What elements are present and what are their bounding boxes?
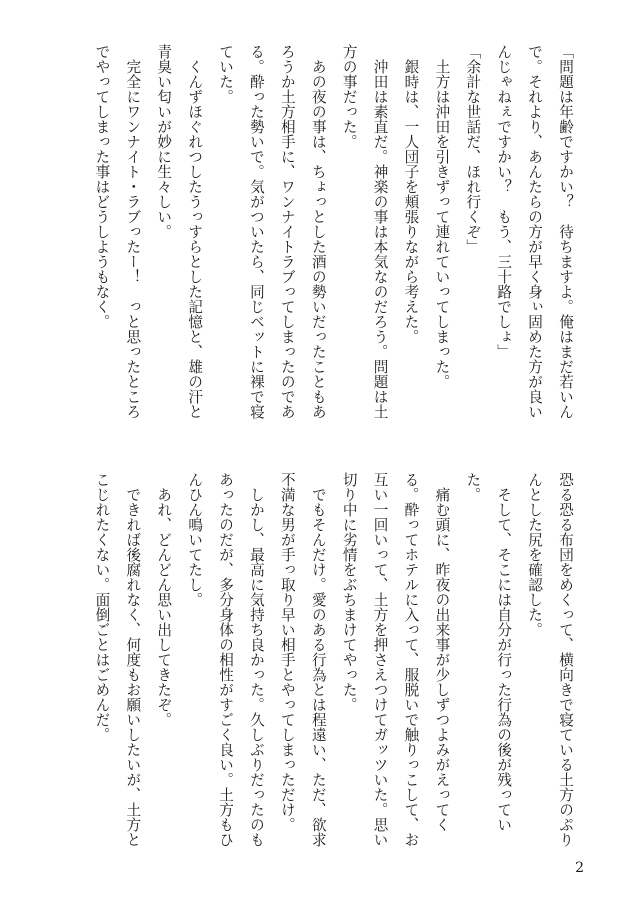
paragraph: あの夜の事は、ちょっとした酒の勢いだったこともあろうか土方相手に、ワンナイトラブってしまったのである。酔った勢いで。気がついたら、同じベットに裸で寝ていた。	[217, 44, 327, 419]
paragraph: 痛む頭に、昨夜の出来事が少しずつよみがえってくる。酔ってホテルに入って、服脱いで触りっこして、お互い一回いって、土方を押さえつけてガッツいた。思い切り中に劣情をぶちまけてやった。	[340, 472, 451, 847]
paragraph: 銀時は、一人団子を頬張りながら考えた。	[402, 58, 420, 344]
paragraph: できれば後腐れなく、何度もお願いしたいが、土方とこじれたくない。面倒ごとはごめんだ。	[93, 472, 142, 847]
paragraph: くんずほぐれつしたうっすらとした記憶と、雄の汗と青臭い匂いが妙に生々しい。	[155, 44, 204, 419]
paragraph: そして、そこには自分が行った行為の後が残っていた。	[464, 472, 513, 832]
paragraph: 沖田は素直だ。神楽の事は本気なのだろう。問題は土方の事だった。	[340, 44, 389, 419]
paragraph: 完全にワンナイト・ラブったー！ っと思ったところでやってしまった事はどうしようもなく。	[93, 44, 142, 419]
paragraph: あれ、どんどん思い出してきたぞ。	[155, 486, 173, 727]
bottom-text-tier	[86, 472, 580, 850]
paragraph: 土方は沖田を引きずって連れていってしまった。	[433, 58, 451, 389]
top-text-tier	[86, 44, 580, 422]
paragraph: 「余計な世話だ、ほれ行くぞ」	[464, 44, 482, 254]
paragraph: でもそんだけ。愛のある行為とは程遠い、ただ、欲求不満な男が手っ取り早い相手とやってしまっただけ。	[278, 472, 327, 847]
paragraph: 「問題は年齢ですかい？ 待ちますよ。俺はまだ若いんで。それより、あんたらの方が早く身ぃ固めた方が良いんじゃねぇですかい？ もう、三十路でしょ」	[495, 44, 574, 419]
paragraph: しかし、最高に気持ち良かった。久しぶりだったのもあったのだが、多分身体の相性がすごく良い。土方もひんひん鳴いてたし。	[186, 472, 265, 847]
page-number: 2	[575, 860, 584, 876]
paragraph: 恐る恐る布団をめくって、横向きで寝ている土方のぷりんとした尻を確認した。	[526, 472, 574, 847]
